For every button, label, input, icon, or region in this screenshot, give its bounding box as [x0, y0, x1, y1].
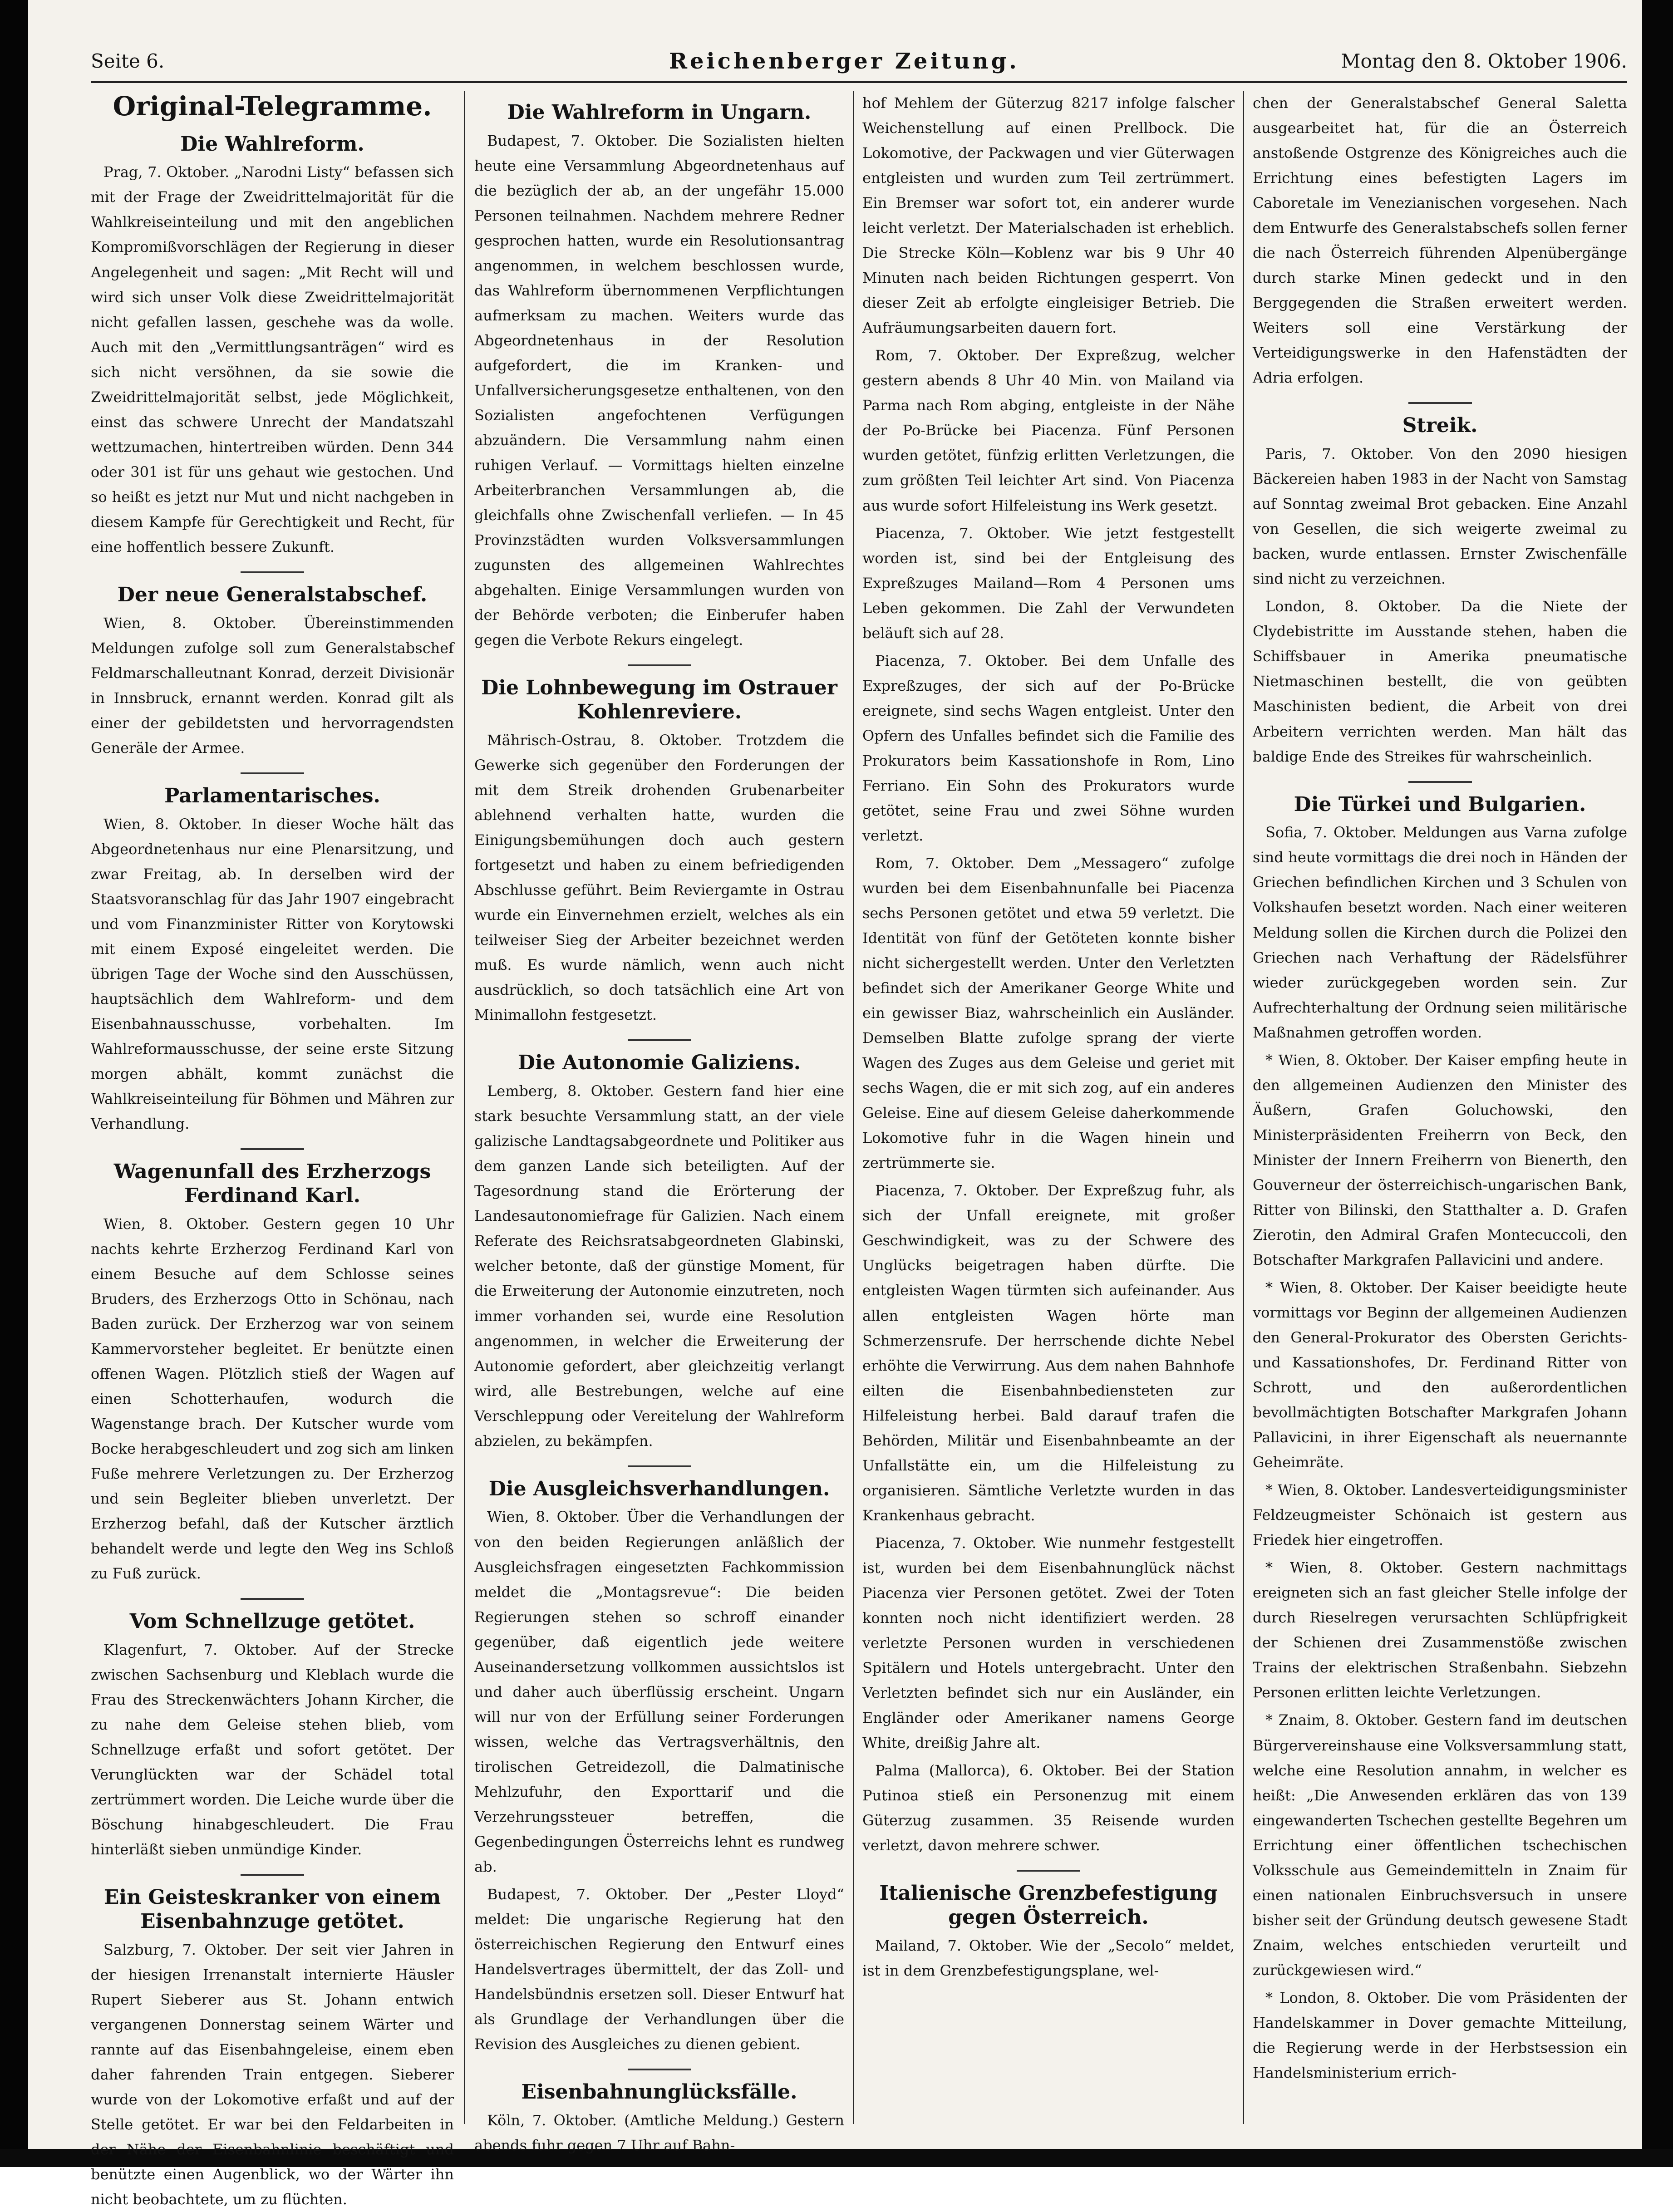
- article-paragraph: * Wien, 8. Oktober. Der Kaiser beeidigte heute vormittags vor Beginn der allgemeinen Audienzen den General-Prokurator des Obersten Gerichts- und Kassationshofes, Dr. Ferdinand Ritter von Schrott, und den außerordentlichen bevollmächtigten Botschafter Markgrafen Johann Pallavicini, in ihrer Eigenschaft als neuernannte Geheimräte.: [1253, 1278, 1627, 1471]
- article-paragraph: Piacenza, 7. Oktober. Der Expreßzug fuhr, als sich der Unfall ereignete, mit großer Geschwindigkeit, was zu der Schwere des Unglücks beigetragen haben dürfte. Die entgleisten Wagen türmten sich aufeinander. Aus allen entgleisten Wagen hörte man Schmerzensrufe. Der herrschende dichte Nebel erhöhte die Verwirrung. Aus dem nahen Bahnhofe eilten die Eisenbahnbediensteten zur Hilfeleistung herbei. Bald darauf trafen die Behörden, Militär und Eisenbahnbeamte an der Unfallstätte ein, um die Hilfeleistung zu organisieren. Sämtliche Verletzte wurden in das Krankenhaus gebracht.: [862, 1182, 1235, 1524]
- article-separator: [241, 1874, 304, 1876]
- article-paragraph: * Wien, 8. Oktober. Gestern nachmittags ereigneten sich an fast gleicher Stelle infolge der durch Rieselregen verursachten Schlüpfrigkeit der Schienen drei Zusammenstöße zwischen Trains der elektrischen Straßenbahn. Siebzehn Personen erlitten leichte Verletzungen.: [1253, 1559, 1627, 1701]
- article-separator: [628, 1039, 691, 1041]
- article-heading: Der neue Generalstabschef.: [117, 583, 428, 606]
- article-heading: Die Wahlreform.: [180, 132, 364, 156]
- article-heading: Die Lohnbewegung im Ostrauer Kohlenreviere.: [481, 676, 837, 724]
- column-divider: [464, 91, 465, 2124]
- article-paragraph: Piacenza, 7. Oktober. Wie jetzt festgestellt worden ist, sind bei der Entgleisung des Expreßzuges Mailand—Rom 4 Personen ums Leben gekommen. Die Zahl der Verwundeten beläuft sich auf 28.: [862, 524, 1235, 642]
- header-rule: [91, 81, 1627, 83]
- article-paragraph: Wien, 8. Oktober. In dieser Woche hält das Abgeordnetenhaus nur eine Plenarsitzung, und zwar Freitag, ab. In derselben wird der Staatsvoranschlag für das Jahr 1907 eingebracht und vom Finanzminister Ritter von Korytowski mit einem Exposé eingeleitet werden. Die übrigen Tage der Woche sind den Ausschüssen, hauptsächlich dem Wahlreform- und dem Eisenbahnausschusse, vorbehalten. Im Wahlreformausschusse, der seine erste Sitzung morgen abhält, kommt zunächst die Wahlkreiseinteilung für Böhmen und Mähren zur Verhandlung.: [91, 815, 454, 1133]
- article-heading: Ein Geisteskranker von einem Eisenbahnzuge getötet.: [103, 1886, 441, 1933]
- page-number: Seite 6.: [91, 50, 165, 72]
- article-separator: [1017, 1870, 1080, 1872]
- article-paragraph: Köln, 7. Oktober. (Amtliche Meldung.) Gestern abends fuhr gegen 7 Uhr auf Bahn-: [474, 2111, 844, 2154]
- section-title: Original-Telegramme.: [113, 91, 432, 122]
- article-paragraph: Paris, 7. Oktober. Von den 2090 hiesigen Bäckereien haben 1983 in der Nacht von Samstag auf Sonntag zweimal Brot gebacken. Eine Anzahl von Gesellen, die sich weigerte zweimal zu backen, wurde entlassen. Ernster Zwischenfälle sind nicht zu verzeichnen.: [1253, 445, 1627, 588]
- article-heading: Vom Schnellzuge getötet.: [129, 1610, 415, 1633]
- article-paragraph: Mailand, 7. Oktober. Wie der „Secolo“ meldet, ist in dem Grenzbefestigungsplane, wel-: [862, 1937, 1235, 1979]
- article-paragraph: London, 8. Oktober. Da die Niete der Clydebistritte im Ausstande stehen, haben die Schiffsbauer in Amerika pneumatische Nietmaschinen bestellt, die von geübten Maschinisten bedient, die Arbeit von drei Arbeitern verrichten werden. Man hält das baldige Ende des Streikes für wahrscheinlich.: [1253, 598, 1627, 765]
- article-heading: Italienische Grenzbefestigung gegen Österreich.: [879, 1882, 1218, 1929]
- article-paragraph: * Znaim, 8. Oktober. Gestern fand im deutschen Bürgervereinshause eine Volksversammlung statt, welche eine Resolution annahm, in welcher es heißt: „Die Anwesenden erklären das von 139 eingewanderten Tschechen gestellte Begehren um Errichtung einer öffentlichen tschechischen Volksschule aus Gemeindemitteln in Znaim für einen nationalen Einbruchsversuch in unsere bisher seit der Gründung deutsch gewesene Stadt Znaim, welches entschieden verurteilt und zurückgewiesen wird.“: [1253, 1711, 1627, 1979]
- article-paragraph: Piacenza, 7. Oktober. Wie nunmehr festgestellt ist, wurden bei dem Eisenbahnunglück nächst Piacenza vier Personen getötet. Zwei der Toten konnten noch nicht identifiziert werden. 28 verletzte Personen wurden in verschiedenen Spitälern und Hotels untergebracht. Unter den Verletzten befindet sich nur ein Ausländer, ein Engländer oder Amerikaner namens George White, dreißig Jahre alt.: [862, 1534, 1235, 1752]
- article-separator: [1408, 781, 1472, 783]
- column-2: [474, 91, 844, 2154]
- article-separator: [628, 2069, 691, 2070]
- article-paragraph: Budapest, 7. Oktober. Der „Pester Lloyd“ meldet: Die ungarische Regierung hat den österreichischen Regierung den Entwurf eines Handelsvertrages übermittelt, der das Zoll- und Handelsbündnis ersetzen soll. Dieser Entwurf hat als Grundlage der Verhandlungen über die Revision des Ausgleiches zu dienen gebient.: [474, 1885, 844, 2053]
- article-paragraph: Wien, 8. Oktober. Übereinstimmenden Meldungen zufolge soll zum Generalstabschef Feldmarschalleutnant Konrad, derzeit Divisionär in Innsbruck, ernannt werden. Konrad gilt als einer der gebildetsten und hervorragendsten Generäle der Armee.: [91, 614, 454, 757]
- article-paragraph: Budapest, 7. Oktober. Die Sozialisten hielten heute eine Versammlung Abgeordnetenhaus auf die bezüglich der ab, an der ungefähr 15.000 Personen teilnahmen. Nachdem mehrere Redner gesprochen hatten, wurde ein Resolutionsantrag angenommen, in welchem beschlossen wurde, das Wahlreform übernommenen Verpflichtungen aufmerksam zu machen. Weiters wurde das Abgeordnetenhaus in der Resolution aufgefordert, die im Kranken- und Unfallversicherungsgesetze enthaltenen, von den Sozialisten angefochtenen Verfügungen abzuändern. Die Versammlung nahm einen ruhigen Verlauf. — Vormittags hielten einzelne Arbeiterbranchen Versammlungen ab, die gleichfalls ohne Zwischenfall verliefen. — In 45 Provinzstädten wurden Volksversammlungen zugunsten des allgemeinen Wahlrechtes abgehalten. Einige Versammlungen wurden von der Behörde verboten; die Einberufer haben gegen die Verbote Rekurs eingelegt.: [474, 132, 844, 649]
- article-heading: Wagenunfall des Erzherzogs Ferdinand Karl.: [113, 1160, 431, 1207]
- article-paragraph: Sofia, 7. Oktober. Meldungen aus Varna zufolge sind heute vormittags die drei noch in Händen der Griechen befindlichen Kirchen und 3 Schulen von Volkshaufen besetzt worden. Nach einer weiteren Meldung sollen die Kirchen durch die Polizei den Griechen nach Verhaftung der Rädelsführer wieder zurückgegeben worden sein. Zur Aufrechterhaltung der Ordnung seien militärische Maßnahmen getroffen worden.: [1253, 824, 1627, 1041]
- article-heading: Die Ausgleichsverhandlungen.: [488, 1477, 830, 1500]
- article-heading: Die Wahlreform in Ungarn.: [507, 101, 812, 124]
- masthead: Reichenberger Zeitung.: [669, 49, 1019, 74]
- article-paragraph: * London, 8. Oktober. Die vom Präsidenten der Handelskammer in Dover gemachte Mitteilung, die Regierung werde in der Herbstsession ein Handelsministerium errich-: [1253, 1989, 1627, 2081]
- issue-date: Montag den 8. Oktober 1906.: [1341, 50, 1627, 72]
- article-separator: [628, 664, 691, 666]
- article-paragraph: Klagenfurt, 7. Oktober. Auf der Strecke zwischen Sachsenburg und Kleblach wurde die Frau des Streckenwächters Johann Kircher, die zu nahe dem Geleise stehen blieb, vom Schnellzuge erfaßt und sofort getötet. Der Verunglückten war der Schädel total zertrümmert worden. Die Leiche wurde über die Böschung hinabgeschleudert. Die Frau hinterläßt sieben unmündige Kinder.: [91, 1641, 454, 1858]
- scan-border-right: [1642, 0, 1673, 2167]
- article-paragraph: Wien, 8. Oktober. Über die Verhandlungen der von den beiden Regierungen anläßlich der Ausgleichsfragen eingesetzten Fachkommission meldet die „Montagsrevue“: Die beiden Regierungen stehen so schroff einander gegenüber, daß eigentlich jede weitere Auseinandersetzung vollkommen aussichtslos ist und daher auch überflüssig erscheint. Ungarn will nur von der Erfüllung seiner Forderungen wissen, welche das Vertragsverhältnis, den tirolischen Getreidezoll, die Dalmatinische Mehlzufuhr, den Exporttarif und die Verzehrungssteuer betreffen, die Gegenbedingungen Österreichs lehnt es rundweg ab.: [474, 1508, 844, 1875]
- article-paragraph: Piacenza, 7. Oktober. Bei dem Unfalle des Expreßzuges, der sich auf der Po-Brücke ereignete, sind sechs Wagen entgleist. Unter den Opfern des Unfalles befindet sich die Familie des Prokurators beim Kassationshofe in Rom, Lino Ferriano. Ein Sohn des Prokurators wurde getötet, seine Frau und zwei Söhne wurden verletzt.: [862, 652, 1235, 844]
- column-3: [862, 91, 1235, 2124]
- scan-border-left: [0, 0, 28, 2167]
- article-heading: Streik.: [1402, 414, 1478, 437]
- article-paragraph: * Wien, 8. Oktober. Der Kaiser empfing heute in den allgemeinen Audienzen den Minister des Äußern, Grafen Goluchowski, den Ministerpräsidenten Freiherrn von Beck, den Minister der Innern Freiherrn von Bienerth, den Gouverneur der österreichisch-ungarischen Bank, Ritter von Bilinski, den Statthalter a. D. Grafen Zierotin, den Admiral Grafen Montecuccoli, den Botschafter Markgrafen Pallavicini und andere.: [1253, 1051, 1627, 1268]
- article-paragraph: * Wien, 8. Oktober. Landesverteidigungsminister Feldzeugmeister Schönaich ist gestern aus Friedek hier eingetroffen.: [1253, 1481, 1627, 1549]
- article-paragraph: Palma (Mallorca), 6. Oktober. Bei der Station Putinoa stieß ein Personenzug mit einem Güterzug zusammen. 35 Reisende wurden verletzt, davon mehrere schwer.: [862, 1762, 1235, 1854]
- article-heading: Parlamentarisches.: [164, 784, 380, 807]
- column-1: [91, 91, 454, 2208]
- article-heading: Eisenbahnunglücksfälle.: [521, 2080, 797, 2104]
- column-divider: [853, 91, 854, 2124]
- article-heading: Die Autonomie Galiziens.: [517, 1051, 801, 1075]
- article-paragraph: Rom, 7. Oktober. Dem „Messagero“ zufolge wurden bei dem Eisenbahnunfalle bei Piacenza sechs Personen getötet und etwa 59 verletzt. Die Identität von fünf der Getöteten konnte bisher nicht sichergestellt werden. Unter den Verletzten befindet sich der Amerikaner George White und ein gewisser Biaz, wahrscheinlich ein Ausländer. Demselben Blatte zufolge sprang der vierte Wagen des Zuges aus dem Geleise und geriet mit sechs Wagen, die er mit sich zog, auf ein anderes Geleise. Eine auf diesem Geleise daherkommende Lokomotive fuhr in die Wagen hinein und zertrümmerte sie.: [862, 854, 1235, 1172]
- newspaper-page: [91, 36, 1627, 2208]
- article-paragraph: Rom, 7. Oktober. Der Expreßzug, welcher gestern abends 8 Uhr 40 Min. von Mailand via Parma nach Rom abging, entgleiste in der Nähe der Po-Brücke bei Piacenza. Fünf Personen wurden getötet, fünfzig erlitten Verletzungen, die zum größten Teil leichter Art sind. Von Piacenza aus wurde sofort Hilfeleistung ins Werk gesetzt.: [862, 347, 1235, 514]
- article-separator: [241, 571, 304, 573]
- article-paragraph: Lemberg, 8. Oktober. Gestern fand hier eine stark besuchte Versammlung statt, an der viele galizische Landtagsabgeordnete und Politiker aus dem ganzen Lande sich beteiligten. Auf der Tagesordnung stand die Erörterung der Landesautonomiefrage für Galizien. Nach einem Referate des Reichsratsabgeordneten Glabinski, welcher betonte, daß der günstige Moment, für die Erweiterung der Autonomie einzutreten, noch immer vorhanden sei, wurde eine Resolution angenommen, in welcher die Erweiterung der Autonomie gefordert, aber gleichzeitig verlangt wird, alle Bestrebungen, welche auf eine Verschleppung oder Vereitelung der Wahlreform abzielen, zu bekämpfen.: [474, 1082, 844, 1450]
- article-paragraph: Prag, 7. Oktober. „Narodni Listy“ befassen sich mit der Frage der Zweidrittelmajorität für die Wahlkreiseinteilung und mit den angeblichen Kompromißvorschlägen der Regierung in dieser Angelegenheit und sagen: „Mit Recht will und wird sich unser Volk diese Zweidrittelmajorität nicht gefallen lassen, geschehe was da wolle. Auch mit den „Vermittlungsanträgen“ wird es sich nicht versöhnen, da sie sowie die Zweidrittelmajorität selbst, jede Möglichkeit, einst das schwere Unrecht der Mandatszahl wettzumachen, hintertreiben würden. Denn 344 oder 301 ist für uns gehaut wie gestochen. Und so heißt es jetzt nur Mut und nicht nachgeben in diesem Kampfe für Gerechtigkeit und Recht, für eine hoffentlich bessere Zukunft.: [91, 163, 454, 555]
- article-paragraph: hof Mehlem der Güterzug 8217 infolge falscher Weichenstellung auf einen Prellbock. Die Lokomotive, der Packwagen und vier Güterwagen entgleisten und wurden zum Teil zertrümmert. Ein Bremser war sofort tot, ein anderer wurde leicht verletzt. Der Materialschaden ist erheblich. Die Strecke Köln—Koblenz war bis 9 Uhr 40 Minuten nach beiden Richtungen gesperrt. Von dieser Zeit ab erfolgte eingleisiger Betrieb. Die Aufräumungsarbeiten dauern fort.: [862, 94, 1235, 337]
- article-separator: [241, 772, 304, 774]
- article-paragraph: Mährisch-Ostrau, 8. Oktober. Trotzdem die Gewerke sich gegenüber den Forderungen der mit dem Streik drohenden Grubenarbeiter ablehnend verhalten hatte, wurden die Einigungsbemühungen doch auch gestern fortgesetzt und haben zu einem befriedigenden Abschlusse geführt. Beim Reviergamte in Ostrau wurde ein Einvernehmen erzielt, welches als ein teilweiser Sieg der Arbeiter bezeichnet werden muß. Es wurde nämlich, wenn auch nicht ausdrücklich, so doch tatsächlich eine Art von Minimallohn festgesetzt.: [474, 732, 844, 1024]
- article-separator: [1408, 402, 1472, 404]
- article-separator: [628, 1465, 691, 1467]
- article-paragraph: Wien, 8. Oktober. Gestern gegen 10 Uhr nachts kehrte Erzherzog Ferdinand Karl von einem Besuche auf dem Schlosse seines Bruders, des Erzherzogs Otto in Schönau, nach Baden zurück. Der Erzherzog war von seinem Kammervorsteher begleitet. Er benützte einen offenen Wagen. Plötzlich stieß der Wagen auf einen Schotterhaufen, wodurch die Wagenstange brach. Der Kutscher wurde vom Bocke herabgeschleudert und zog sich am linken Fuße mehrere Verletzungen zu. Der Erzherzog und sein Begleiter blieben unverletzt. Der Erzherzog befahl, daß der Kutscher ärztlich behandelt werde und legte den Weg ins Schloß zu Fuß zurück.: [91, 1215, 454, 1583]
- article-paragraph: Salzburg, 7. Oktober. Der seit vier Jahren in der hiesigen Irrenanstalt internierte Häusler Rupert Sieberer aus St. Johann entwich vergangenen Donnerstag seinem Wärter und rannte auf das Eisenbahngeleise, einem eben daher fahrenden Train entgegen. Sieberer wurde von der Lokomotive erfaßt und auf der Stelle getötet. Er war bei den Feldarbeiten in der Nähe der Eisenbahnlinie beschäftigt und benützte einen Augenblick, wo der Wärter ihn nicht beobachtete, um zu flüchten.: [91, 1941, 454, 2208]
- article-separator: [241, 1148, 304, 1150]
- column-divider: [1243, 91, 1244, 2124]
- article-separator: [241, 1598, 304, 1600]
- article-heading: Die Türkei und Bulgarien.: [1294, 792, 1586, 816]
- article-paragraph: chen der Generalstabschef General Saletta ausgearbeitet hat, für die an Österreich anstoßende Ostgrenze des Königreiches auch die Errichtung eines befestigten Lagers im Caboretale im Venezianischen vorgesehen. Nach dem Entwurfe des Generalstabschefs sollen ferner die nach Österreich führenden Alpenübergänge durch starke Minen gedeckt und in den Berggegenden die Straßen erweitert werden. Weiters soll eine Verstärkung der Verteidigungswerke in den Hafenstädten der Adria erfolgen.: [1253, 94, 1627, 387]
- column-4: [1253, 91, 1627, 2124]
